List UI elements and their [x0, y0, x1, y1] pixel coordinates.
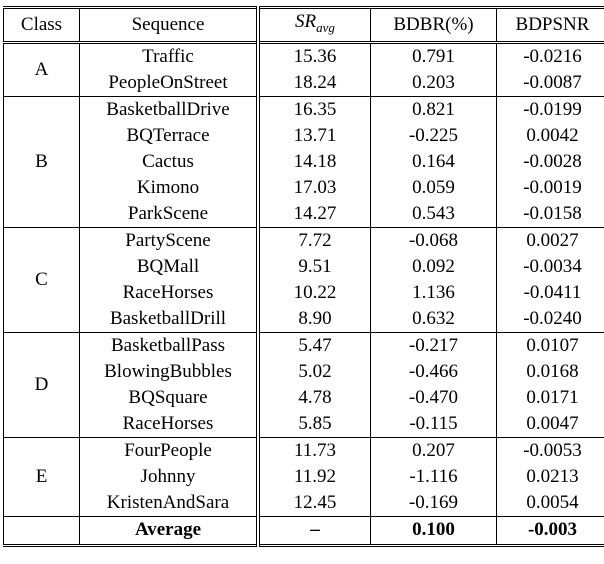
- bdpsnr-cell: -0.0034: [497, 254, 604, 280]
- bdpsnr-cell: -0.0411: [497, 280, 604, 306]
- bdpsnr-cell: 0.0168: [497, 359, 604, 385]
- sr-avg-cell: 5.02: [258, 359, 371, 385]
- sr-avg-cell: 16.35: [258, 96, 371, 123]
- sequence-cell: BasketballPass: [80, 332, 259, 359]
- header-sr-avg: [258, 8, 371, 43]
- bdbr-cell: -0.217: [371, 332, 497, 359]
- sequence-cell: PartyScene: [80, 227, 259, 254]
- table-row: [4, 332, 604, 359]
- average-label: Average: [80, 516, 259, 545]
- bdbr-cell: 0.092: [371, 254, 497, 280]
- bdbr-cell: 0.632: [371, 306, 497, 333]
- bdbr-cell: 1.136: [371, 280, 497, 306]
- bdpsnr-cell: 0.0047: [497, 411, 604, 438]
- header-bdbr: BDBR(%): [371, 8, 497, 43]
- sequence-cell: RaceHorses: [80, 411, 259, 438]
- table-row: [4, 201, 604, 228]
- bdpsnr-cell: 0.0171: [497, 385, 604, 411]
- bdpsnr-cell: 0.0213: [497, 464, 604, 490]
- results-table-container: [3, 6, 600, 547]
- sequence-cell: BlowingBubbles: [80, 359, 259, 385]
- bdpsnr-cell: -0.0199: [497, 96, 604, 123]
- average-bdpsnr: -0.003: [497, 516, 604, 545]
- sequence-cell: BQSquare: [80, 385, 259, 411]
- bdpsnr-cell: 0.0042: [497, 123, 604, 149]
- header-class: Class: [4, 8, 80, 43]
- sequence-cell: RaceHorses: [80, 280, 259, 306]
- sr-avg-cell: 11.73: [258, 437, 371, 464]
- bdbr-cell: 0.164: [371, 149, 497, 175]
- table-row: [4, 306, 604, 333]
- bdbr-cell: 0.543: [371, 201, 497, 228]
- class-cell: D: [4, 332, 80, 437]
- sr-avg-cell: 5.85: [258, 411, 371, 438]
- table-body: [4, 42, 604, 516]
- bdpsnr-cell: -0.0019: [497, 175, 604, 201]
- bdbr-cell: 0.821: [371, 96, 497, 123]
- table-row: [4, 437, 604, 464]
- bdbr-cell: 0.059: [371, 175, 497, 201]
- table-row: [4, 42, 604, 70]
- table-row: [4, 96, 604, 123]
- sr-avg-cell: 8.90: [258, 306, 371, 333]
- bdbr-cell: -0.470: [371, 385, 497, 411]
- sequence-cell: Traffic: [80, 42, 259, 70]
- bdpsnr-cell: -0.0087: [497, 70, 604, 97]
- sr-avg-cell: 10.22: [258, 280, 371, 306]
- sr-avg-cell: 7.72: [258, 227, 371, 254]
- header-sr-main: SR: [295, 11, 317, 32]
- sr-avg-cell: 4.78: [258, 385, 371, 411]
- bdpsnr-cell: -0.0158: [497, 201, 604, 228]
- sr-avg-cell: 12.45: [258, 490, 371, 517]
- sequence-cell: PeopleOnStreet: [80, 70, 259, 97]
- class-cell: C: [4, 227, 80, 332]
- sequence-cell: Johnny: [80, 464, 259, 490]
- bdpsnr-cell: -0.0216: [497, 42, 604, 70]
- bdbr-cell: -0.115: [371, 411, 497, 438]
- class-cell: A: [4, 42, 80, 96]
- sr-avg-cell: 5.47: [258, 332, 371, 359]
- header-sr-sub: avg: [316, 19, 335, 35]
- bdbr-cell: -0.169: [371, 490, 497, 517]
- sequence-cell: FourPeople: [80, 437, 259, 464]
- table-row: [4, 149, 604, 175]
- average-bdbr: 0.100: [371, 516, 497, 545]
- bdbr-cell: -0.466: [371, 359, 497, 385]
- sequence-cell: KristenAndSara: [80, 490, 259, 517]
- bdpsnr-cell: -0.0053: [497, 437, 604, 464]
- bdpsnr-cell: 0.0054: [497, 490, 604, 517]
- bdbr-cell: -0.068: [371, 227, 497, 254]
- bdpsnr-cell: 0.0027: [497, 227, 604, 254]
- header-row: [4, 8, 604, 43]
- table-row: [4, 175, 604, 201]
- results-table: [3, 6, 604, 547]
- sr-avg-cell: 14.27: [258, 201, 371, 228]
- average-sr: –: [258, 516, 371, 545]
- header-bdpsnr: BDPSNR: [497, 8, 604, 43]
- table-row: [4, 464, 604, 490]
- bdbr-cell: -0.225: [371, 123, 497, 149]
- bdbr-cell: -1.116: [371, 464, 497, 490]
- header-sequence: Sequence: [80, 8, 259, 43]
- average-row: [4, 516, 604, 545]
- sr-avg-cell: 15.36: [258, 42, 371, 70]
- bdpsnr-cell: 0.0107: [497, 332, 604, 359]
- table-row: [4, 70, 604, 97]
- sequence-cell: ParkScene: [80, 201, 259, 228]
- bdpsnr-cell: -0.0028: [497, 149, 604, 175]
- table-row: [4, 254, 604, 280]
- sequence-cell: Cactus: [80, 149, 259, 175]
- table-row: [4, 411, 604, 438]
- table-row: [4, 490, 604, 517]
- table-row: [4, 227, 604, 254]
- sequence-cell: BQTerrace: [80, 123, 259, 149]
- sr-avg-cell: 13.71: [258, 123, 371, 149]
- table-row: [4, 123, 604, 149]
- sr-avg-cell: 14.18: [258, 149, 371, 175]
- class-cell: B: [4, 96, 80, 227]
- table-row: [4, 280, 604, 306]
- sequence-cell: BasketballDrive: [80, 96, 259, 123]
- sequence-cell: Kimono: [80, 175, 259, 201]
- sr-avg-cell: 17.03: [258, 175, 371, 201]
- average-class-cell: [4, 516, 80, 545]
- sequence-cell: BQMall: [80, 254, 259, 280]
- bdbr-cell: 0.791: [371, 42, 497, 70]
- table-row: [4, 359, 604, 385]
- bdpsnr-cell: -0.0240: [497, 306, 604, 333]
- sr-avg-cell: 11.92: [258, 464, 371, 490]
- table-row: [4, 385, 604, 411]
- bdbr-cell: 0.207: [371, 437, 497, 464]
- sr-avg-cell: 18.24: [258, 70, 371, 97]
- sequence-cell: BasketballDrill: [80, 306, 259, 333]
- bdbr-cell: 0.203: [371, 70, 497, 97]
- sr-avg-cell: 9.51: [258, 254, 371, 280]
- class-cell: E: [4, 437, 80, 516]
